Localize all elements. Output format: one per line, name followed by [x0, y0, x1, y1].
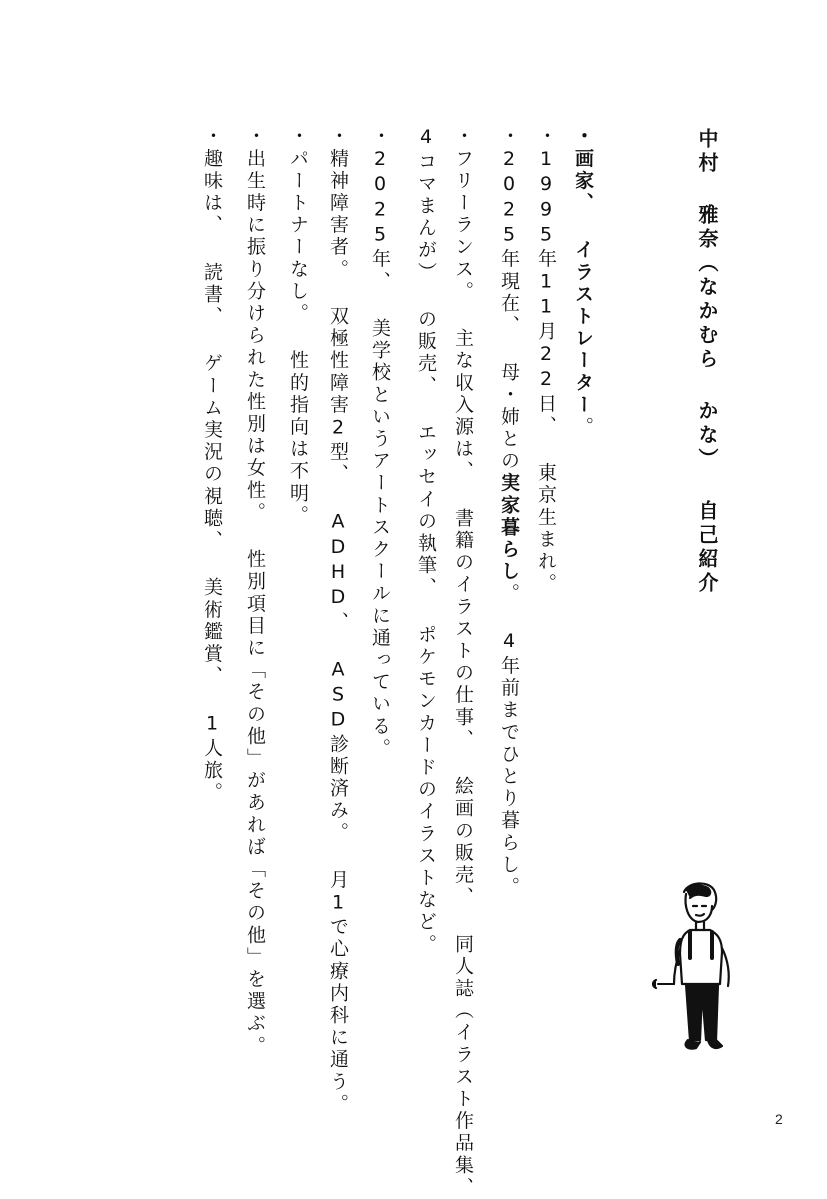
profile-line-freelance-cont: 4コマまんが） の販売、 エッセイの執筆、 ポケモンカードのイラストなど。 [415, 126, 437, 956]
page-number: 2 [775, 1111, 783, 1127]
living-emphasis: 実家暮らし [498, 472, 520, 583]
document-title: 中村 雅奈（なかむら かな） 自己紹介 [695, 128, 719, 596]
profile-line-hobbies: ・趣味は、 読書、 ゲーム実況の視聴、 美術鑑賞、 1人旅。 [201, 126, 223, 804]
living-text-end: 。 4年前までひとり暮らし。 [498, 583, 520, 899]
living-text-start: ・2025年現在、 母・姉との [498, 126, 520, 473]
profile-line-freelance: ・フリーランス。 主な収入源は、 書籍のイラストの仕事、 絵画の販売、 同人誌（イラスト作品集、 [452, 126, 474, 1199]
occupation-period: 。 [572, 416, 594, 439]
profile-line-health: ・精神障害者。 双極性障害2型、 ADHD、 ASD診断済み。 月1で心療内科に通う。 [327, 126, 349, 1116]
self-portrait-illustration [650, 880, 740, 1055]
profile-line-partner: ・パートナーなし。 性的指向は不明。 [287, 126, 309, 527]
profile-line-birth: ・1995年11月22日、 東京生まれ。 [535, 126, 557, 595]
occupation-emphasis: ・画家、 イラストレーター [572, 126, 594, 417]
profile-line-gender: ・出生時に振り分けられた性別は女性。 性別項目に「その他」があれば「その他」を選ぶ。 [244, 126, 266, 1058]
profile-line-school: ・2025年、 美学校というアートスクールに通っている。 [369, 126, 391, 760]
profile-line-occupation [573, 126, 592, 438]
profile-line-living [499, 126, 518, 898]
